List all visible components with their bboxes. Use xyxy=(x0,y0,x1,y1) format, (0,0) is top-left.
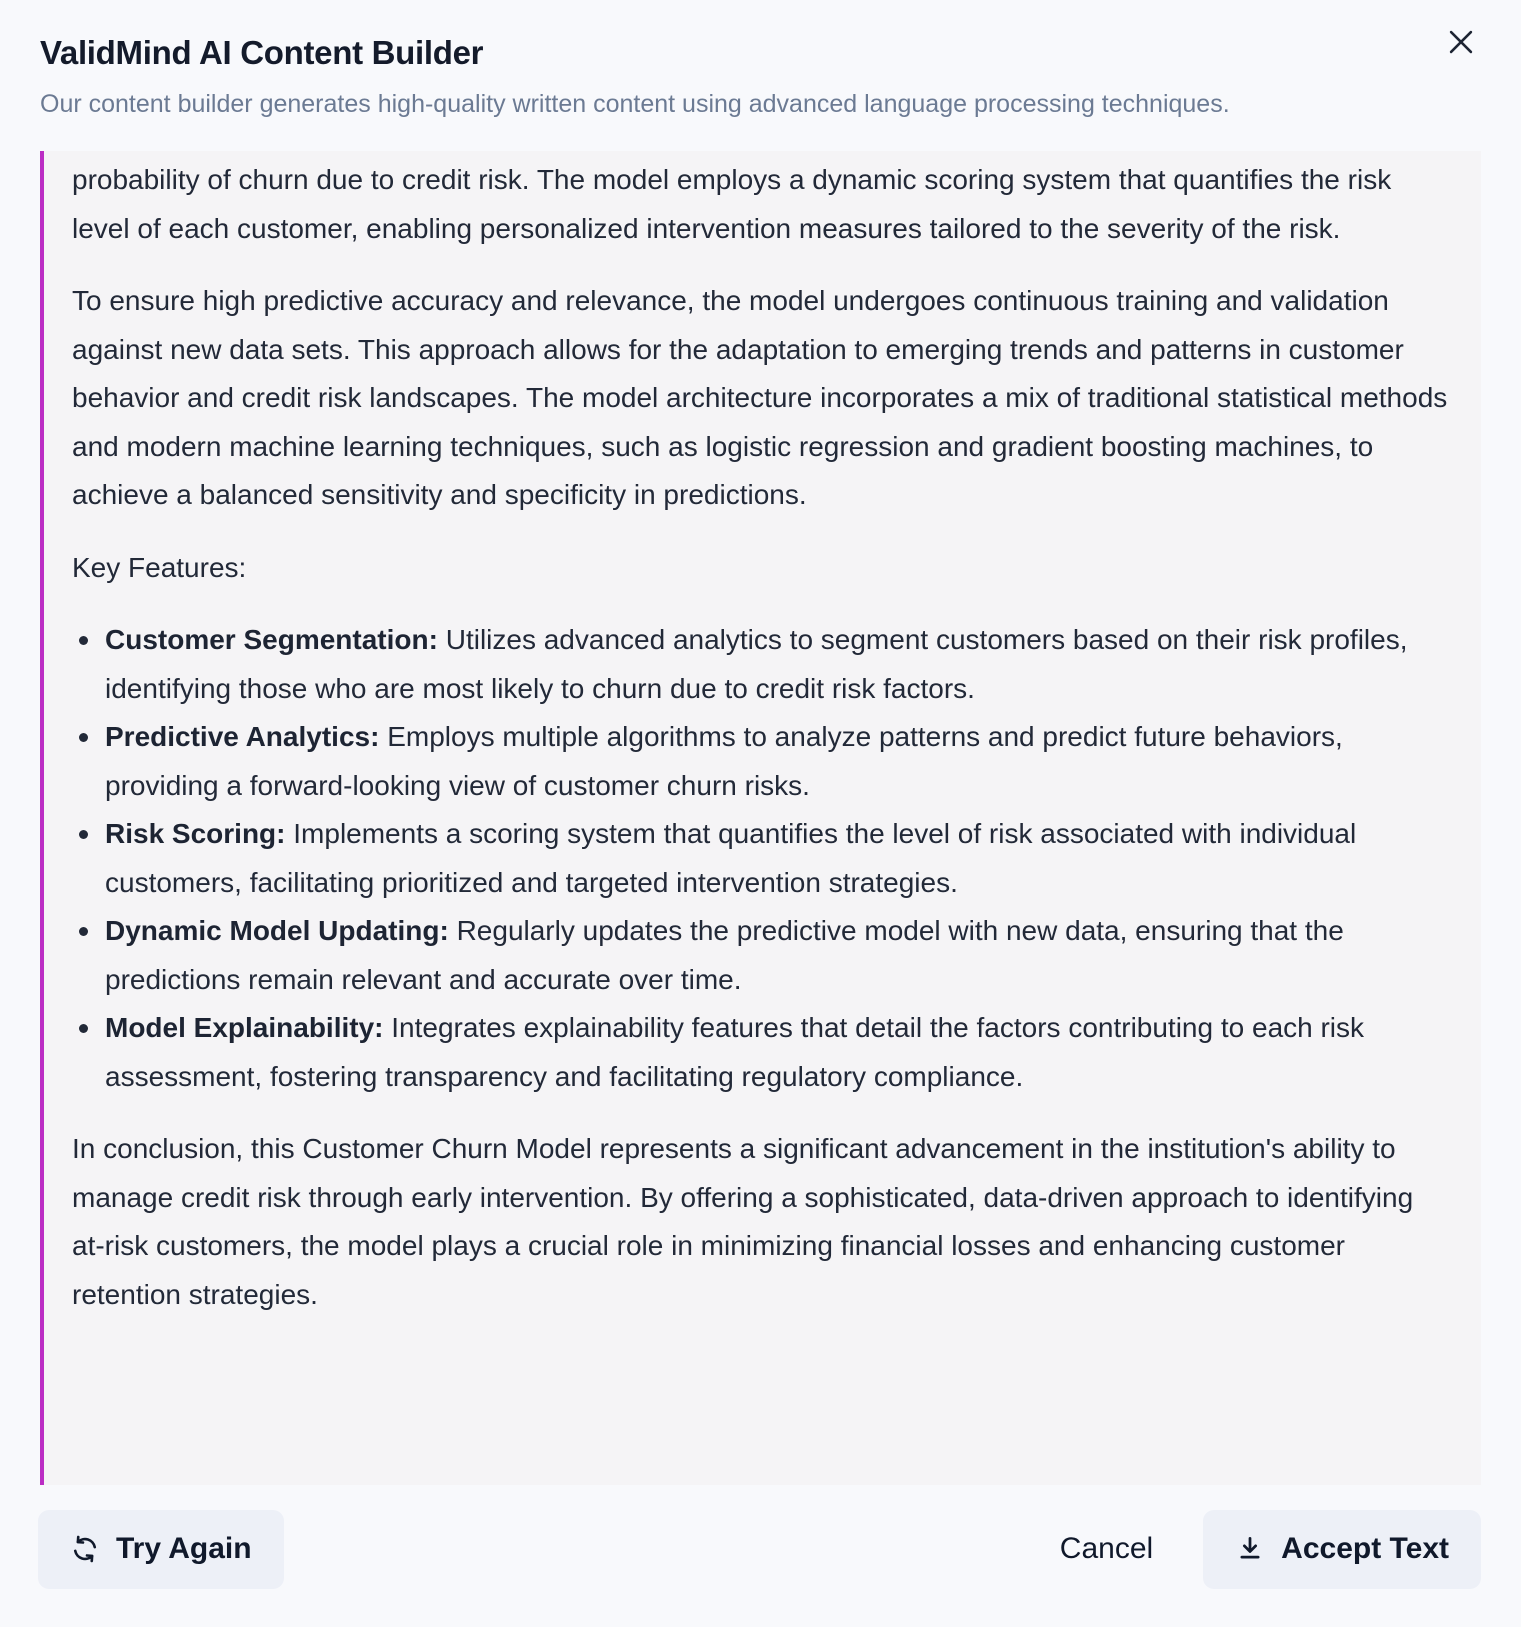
close-icon xyxy=(1444,25,1478,59)
list-item xyxy=(72,713,1451,810)
content-paragraph-2: To ensure high predictive accuracy and relevance, the model undergoes continuous training and validation against new data sets. This approach allows for the adaptation to emerging trends and patterns in customer behavior and credit risk landscapes. The model architecture incorporates a mix of traditional statistical methods and modern machine learning techniques, such as logistic regression and gradient boosting machines, to achieve a balanced sensitivity and specificity in predictions. xyxy=(72,285,1448,511)
list-item xyxy=(72,1004,1451,1101)
dialog-header xyxy=(0,0,1521,120)
try-again-button[interactable] xyxy=(38,1510,284,1589)
close-button[interactable] xyxy=(1439,20,1483,64)
accept-text-button[interactable] xyxy=(1203,1510,1481,1589)
feature-text: Integrates explainability features that detail the factors contributing to each risk assessment, fostering transparency and facilitating regulatory compliance. xyxy=(105,1012,1365,1092)
dialog-footer xyxy=(0,1485,1521,1627)
feature-text: Employs multiple algorithms to analyze patterns and predict future behaviors, providing a forward-looking view of customer churn risks. xyxy=(105,721,1343,801)
list-item xyxy=(72,616,1451,713)
list-item xyxy=(72,907,1451,1004)
dialog-subtitle: Our content builder generates high-quality written content using advanced language processing techniques. xyxy=(40,89,1230,118)
feature-text: Regularly updates the predictive model with new data, ensuring that the predictions remain relevant and accurate over time. xyxy=(105,915,1344,995)
feature-term: Model Explainability: xyxy=(105,1012,384,1044)
accept-text-label: Accept Text xyxy=(1281,1532,1449,1566)
content-paragraph-1: probability of churn due to credit risk. The model employs a dynamic scoring system that quantifies the risk level of each customer, enabling personalized intervention measures tailored to the severity of the risk. xyxy=(72,164,1392,244)
page-title: ValidMind AI Content Builder xyxy=(40,34,484,71)
try-again-label: Try Again xyxy=(116,1532,252,1566)
feature-text: Utilizes advanced analytics to segment customers based on their risk profiles, identifying those who are most likely to churn due to credit risk factors. xyxy=(105,624,1408,704)
feature-term: Dynamic Model Updating: xyxy=(105,915,449,947)
cancel-button[interactable]: Cancel xyxy=(1060,1510,1153,1589)
download-icon xyxy=(1235,1534,1265,1564)
features-list xyxy=(72,616,1451,1101)
footer-right-actions xyxy=(1060,1510,1481,1589)
generated-content-area[interactable] xyxy=(40,151,1481,1485)
feature-term: Customer Segmentation: xyxy=(105,624,438,656)
feature-term: Predictive Analytics: xyxy=(105,721,380,753)
conclusion-paragraph: In conclusion, this Customer Churn Model represents a significant advancement in the institution's ability to manage credit risk through early intervention. By offering a sophisticated, data-driven approach to identifying at-risk customers, the model plays a crucial role in minimizing financial losses and enhancing customer retention strategies. xyxy=(72,1133,1414,1310)
list-item xyxy=(72,810,1451,907)
refresh-icon xyxy=(70,1534,100,1564)
feature-term: Risk Scoring: xyxy=(105,818,286,850)
feature-text: Implements a scoring system that quantifies the level of risk associated with individual customers, facilitating prioritized and targeted intervention strategies. xyxy=(105,818,1357,898)
features-heading: Key Features: xyxy=(72,551,247,583)
